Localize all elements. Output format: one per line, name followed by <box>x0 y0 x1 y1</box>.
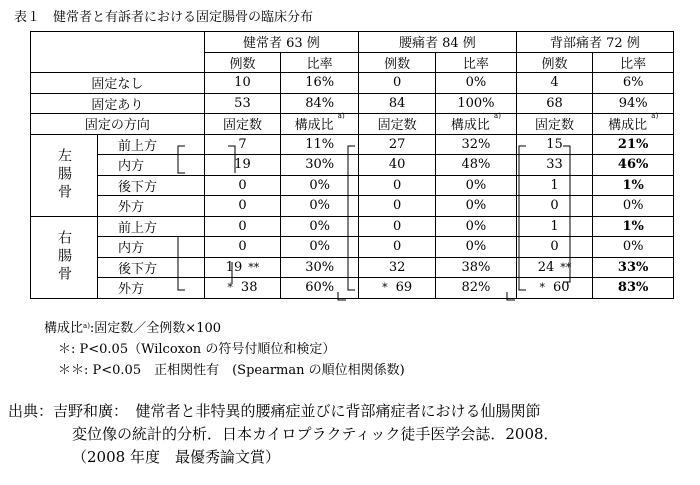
direction-label: 外方 <box>98 278 205 299</box>
col-composition-header: 構成比 $^{a)}$ <box>281 114 359 135</box>
data-cell: 27 <box>359 134 436 155</box>
data-cell: 1 <box>516 216 593 237</box>
data-cell: 15 <box>516 134 593 155</box>
direction-row <box>31 134 674 155</box>
data-cell: 94% <box>593 93 674 114</box>
direction-row <box>31 196 674 217</box>
direction-label: 外方 <box>98 196 205 217</box>
data-cell: 32% <box>436 134 517 155</box>
col-fixed-count-header: 固定数 <box>359 114 436 135</box>
data-cell: 30% <box>281 155 359 176</box>
data-cell: 0 <box>359 216 436 237</box>
data-cell: 0% <box>436 237 517 258</box>
row-label: 固定なし <box>31 73 205 94</box>
data-cell: 0% <box>436 73 517 94</box>
significance-mark: * <box>227 281 233 295</box>
note-star2: ＊＊: P<0.05 正相関性有 (Spearman の順位相関係数) <box>58 363 405 378</box>
data-cell: 83% <box>593 278 674 299</box>
data-cell: 0% <box>436 216 517 237</box>
col-fixed-count-header: 固定数 <box>204 114 281 135</box>
source-line: 出典：吉野和廣： 健常者と非特異的腰痛症並びに背部痛症者における仙腸関節 <box>8 402 541 420</box>
data-cell: 46% <box>593 155 674 176</box>
data-cell: 60% <box>281 278 359 299</box>
data-cell: 1 <box>516 175 593 196</box>
data-cell: 0 <box>204 196 281 217</box>
data-cell: 4 <box>516 73 593 94</box>
header-row-groups <box>31 32 674 53</box>
significance-mark: * <box>382 281 388 295</box>
direction-header: 固定の方向 <box>31 114 205 135</box>
data-cell: 0 <box>516 196 593 217</box>
direction-label: 前上方 <box>98 216 205 237</box>
data-cell: 0 <box>359 175 436 196</box>
data-cell: 68 <box>516 93 593 114</box>
data-cell: 1% <box>593 216 674 237</box>
source-line: 変位像の統計的分析．日本カイロプラクティック徒手医学会誌．2008． <box>72 425 559 443</box>
direction-row <box>31 155 674 176</box>
significance-mark: * <box>539 281 545 295</box>
direction-row <box>31 278 674 299</box>
data-cell: 6% <box>593 73 674 94</box>
summary-row-none <box>31 73 674 94</box>
group-header-healthy: 健常者 63 例 <box>204 32 358 53</box>
data-cell: 21% <box>593 134 674 155</box>
data-cell: 0% <box>281 216 359 237</box>
data-cell: * 38 <box>204 278 281 299</box>
summary-row-fixed <box>31 93 674 114</box>
direction-row <box>31 257 674 278</box>
data-cell: 40 <box>359 155 436 176</box>
data-cell: 19 ** <box>204 257 281 278</box>
group-header-lowback: 腰痛者 84 例 <box>359 32 517 53</box>
data-cell: 0 <box>359 237 436 258</box>
data-cell: 82% <box>436 278 517 299</box>
data-cell: 33 <box>516 155 593 176</box>
data-cell: 0 <box>516 237 593 258</box>
data-cell: 16% <box>281 73 359 94</box>
direction-row <box>31 175 674 196</box>
data-cell: 0 <box>204 237 281 258</box>
direction-rows <box>31 134 674 298</box>
source-citation <box>8 400 559 469</box>
data-cell: 10 <box>204 73 281 94</box>
data-cell: 0% <box>281 175 359 196</box>
col-count-header: 例数 <box>204 52 281 73</box>
data-cell: 32 <box>359 257 436 278</box>
note-composition: 構成比$^{a)}$:固定数／全例数×100 <box>44 321 222 336</box>
row-label: 固定あり <box>31 93 205 114</box>
col-ratio-header: 比率 <box>593 52 674 73</box>
data-cell: * 69 <box>359 278 436 299</box>
direction-row <box>31 237 674 258</box>
direction-label: 後下方 <box>98 257 205 278</box>
direction-header-row <box>31 114 674 135</box>
data-cell: 84 <box>359 93 436 114</box>
data-cell: 53 <box>204 93 281 114</box>
data-cell: 0 <box>359 73 436 94</box>
data-cell: 0% <box>593 237 674 258</box>
data-cell: 0 <box>204 216 281 237</box>
significance-mark: ** <box>248 260 260 274</box>
direction-label: 前上方 <box>98 134 205 155</box>
direction-label: 内方 <box>98 237 205 258</box>
col-count-header: 例数 <box>516 52 593 73</box>
notes <box>44 318 405 381</box>
col-ratio-header: 比率 <box>281 52 359 73</box>
source-line: （2008 年度 最優秀論文賞） <box>72 448 280 466</box>
data-cell: 0% <box>593 196 674 217</box>
data-cell: 1% <box>593 175 674 196</box>
corner-cell <box>31 32 205 73</box>
data-cell: 7 <box>204 134 281 155</box>
data-cell: 0 <box>204 175 281 196</box>
data-cell: 84% <box>281 93 359 114</box>
clinical-distribution-table <box>30 31 674 299</box>
group-header-backpain: 背部痛者 72 例 <box>516 32 673 53</box>
side-label: 右腸骨 <box>31 216 98 298</box>
data-cell: 0 <box>359 196 436 217</box>
direction-label: 後下方 <box>98 175 205 196</box>
col-composition-header: 構成比 $^{a)}$ <box>593 114 674 135</box>
data-cell: 0% <box>436 196 517 217</box>
data-cell: 24 ** <box>516 257 593 278</box>
data-cell: 38% <box>436 257 517 278</box>
col-composition-header: 構成比 $^{a)}$ <box>436 114 517 135</box>
data-cell: 19 <box>204 155 281 176</box>
data-cell: 0% <box>281 237 359 258</box>
data-cell: 0% <box>436 175 517 196</box>
table-caption: 表１ 健常者と有訴者における固定腸骨の臨床分布 <box>14 10 314 25</box>
data-cell: 30% <box>281 257 359 278</box>
data-cell: 11% <box>281 134 359 155</box>
data-cell: 33% <box>593 257 674 278</box>
col-ratio-header: 比率 <box>436 52 517 73</box>
note-star1: ＊: P<0.05（Wilcoxon の符号付順位和検定） <box>58 342 336 357</box>
significance-mark: ** <box>560 260 572 274</box>
side-label: 左腸骨 <box>31 134 98 216</box>
data-cell: 100% <box>436 93 517 114</box>
data-cell: 48% <box>436 155 517 176</box>
col-fixed-count-header: 固定数 <box>516 114 593 135</box>
direction-row <box>31 216 674 237</box>
col-count-header: 例数 <box>359 52 436 73</box>
data-cell: * 60 <box>516 278 593 299</box>
data-cell: 0% <box>281 196 359 217</box>
direction-label: 内方 <box>98 155 205 176</box>
